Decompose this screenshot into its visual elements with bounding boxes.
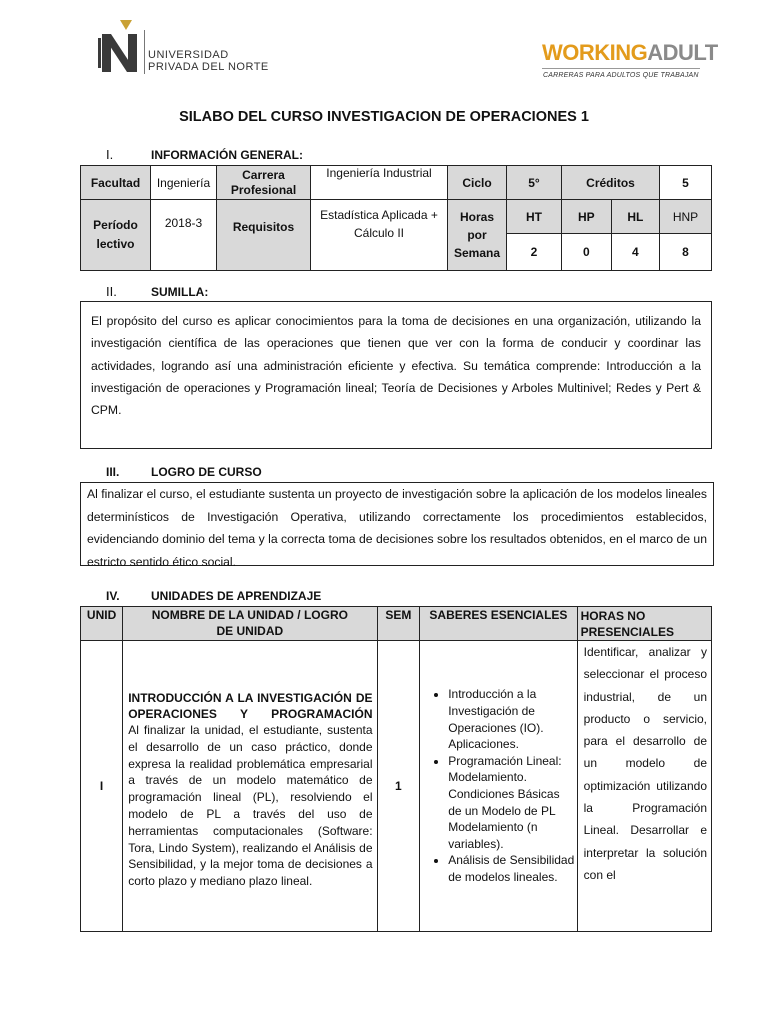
section4-number: IV. — [106, 589, 120, 603]
workingadult-divider — [542, 68, 700, 69]
periodo-value: 2018-3 — [151, 200, 217, 271]
ciclo-value: 5° — [507, 166, 562, 200]
horas-text: Identificar, analizar y seleccionar el proceso industrial, de un producto o servicio, para el desarrollo de un modelo de optimización utilizando la Programación Lineal. Desarrollar e interpretar la solución con el — [583, 645, 707, 882]
workingadult-logo — [540, 40, 718, 90]
header-horas: HORAS NO PRESENCIALES — [577, 607, 711, 641]
workingadult-part2: ADULT — [647, 40, 718, 65]
unit-row — [81, 641, 712, 932]
horas-label: Horas por Semana — [448, 200, 507, 271]
unit-description: Al finalizar la unidad, el estudiante, sustenta el desarrollo de un caso práctico, donde expresa la realidad problemática empresarial a través de un modelo matemático de programación lineal (PL), resolviendo el modelo de PL a través del uso de herramientas computacionales (Software: Tora, Lindo System), realizando el Análisis de Sensibilidad, y la mejor toma de decisiones a corto plazo y mediano plazo lineal. — [128, 723, 373, 889]
workingadult-title — [542, 40, 718, 66]
facultad-value: Ingeniería — [151, 166, 217, 200]
workingadult-tagline: CARRERAS PARA ADULTOS QUE TRABAJAN — [543, 72, 699, 79]
saberes-item: • Introducción a la Investigación de Operaciones (IO). Aplicaciones. — [448, 686, 574, 752]
carrera-label: Carrera Profesional — [217, 166, 311, 200]
periodo-label: Período lectivo — [81, 200, 151, 271]
unit-sem: 1 — [377, 641, 420, 932]
carrera-value: Ingeniería Industrial — [311, 166, 448, 200]
header-saberes: SABERES ESENCIALES — [420, 607, 577, 641]
ht-value: 2 — [507, 234, 562, 271]
section1-title: INFORMACIÓN GENERAL: — [151, 148, 303, 162]
requisitos-label: Requisitos — [217, 200, 311, 271]
hnp-value: 8 — [660, 234, 712, 271]
section4-title: UNIDADES DE APRENDIZAJE — [151, 589, 322, 603]
hl-value: 4 — [611, 234, 659, 271]
header-sem: SEM — [377, 607, 420, 641]
university-line1: UNIVERSIDAD — [148, 49, 229, 61]
hnp-label: HNP — [660, 200, 712, 234]
workingadult-part1: WORKING — [542, 40, 648, 65]
sumilla-text: El propósito del curso es aplicar conocimientos para la toma de decisiones en una organización, utilizando la investigación científica de las operaciones que tienen que ver con la forma de conducir y coordinar las actividades, logrando así una administración eficiente y efectiva. Su temática comprende: Introducción a la investigación de operaciones y Programación lineal; Teoría de Decisiones y Arboles Multinivel; Redes y Pert & CPM. — [80, 301, 712, 449]
section2-title: SUMILLA: — [151, 285, 209, 299]
saberes-cell — [420, 641, 577, 932]
upn-emblem-icon — [96, 18, 156, 74]
ciclo-label: Ciclo — [448, 166, 507, 200]
logro-text: Al finalizar el curso, el estudiante sustenta un proyecto de investigación sobre la aplicación de los modelos lineales determinísticos de Investigación Operativa, utilizando correctamente los procedimientos establecidos, evidenciando dominio del tema y la correcta toma de decisiones sobre los resultados obtenidos, en el marco de un estricto sentido ético social. — [80, 482, 714, 566]
ht-label: HT — [507, 200, 562, 234]
horas-cell — [577, 641, 711, 932]
unit-name-cell — [123, 641, 377, 932]
creditos-label: Créditos — [562, 166, 660, 200]
section2-number: II. — [106, 284, 117, 299]
saberes-item: • Análisis de Sensibilidad de modelos lineales. — [448, 852, 574, 885]
section3-title: LOGRO DE CURSO — [151, 465, 262, 479]
general-info-table — [80, 165, 712, 271]
unit-name-title: INTRODUCCIÓN A LA INVESTIGACIÓN DE OPERACIONES Y PROGRAMACIÓN — [128, 691, 373, 722]
university-line2: PRIVADA DEL NORTE — [148, 61, 269, 73]
saberes-item: • Programación Lineal: Modelamiento. Condiciones Básicas de un Modelo de PL Modelamiento (n variables). — [448, 753, 574, 853]
header-nombre: NOMBRE DE LA UNIDAD / LOGRO DE UNIDAD — [123, 607, 377, 641]
saberes-list — [424, 686, 574, 885]
hp-value: 0 — [562, 234, 612, 271]
units-table — [80, 606, 712, 932]
document-title: SILABO DEL CURSO INVESTIGACION DE OPERACIONES 1 — [179, 109, 589, 125]
section3-number: III. — [106, 465, 120, 479]
creditos-value: 5 — [660, 166, 712, 200]
hl-label: HL — [611, 200, 659, 234]
unit-id: I — [81, 641, 123, 932]
facultad-label: Facultad — [81, 166, 151, 200]
section1-number: I. — [106, 147, 114, 162]
hp-label: HP — [562, 200, 612, 234]
university-name — [148, 49, 269, 73]
requisitos-value: Estadística Aplicada + Cálculo II — [311, 200, 448, 271]
header-unid: UNID — [81, 607, 123, 641]
